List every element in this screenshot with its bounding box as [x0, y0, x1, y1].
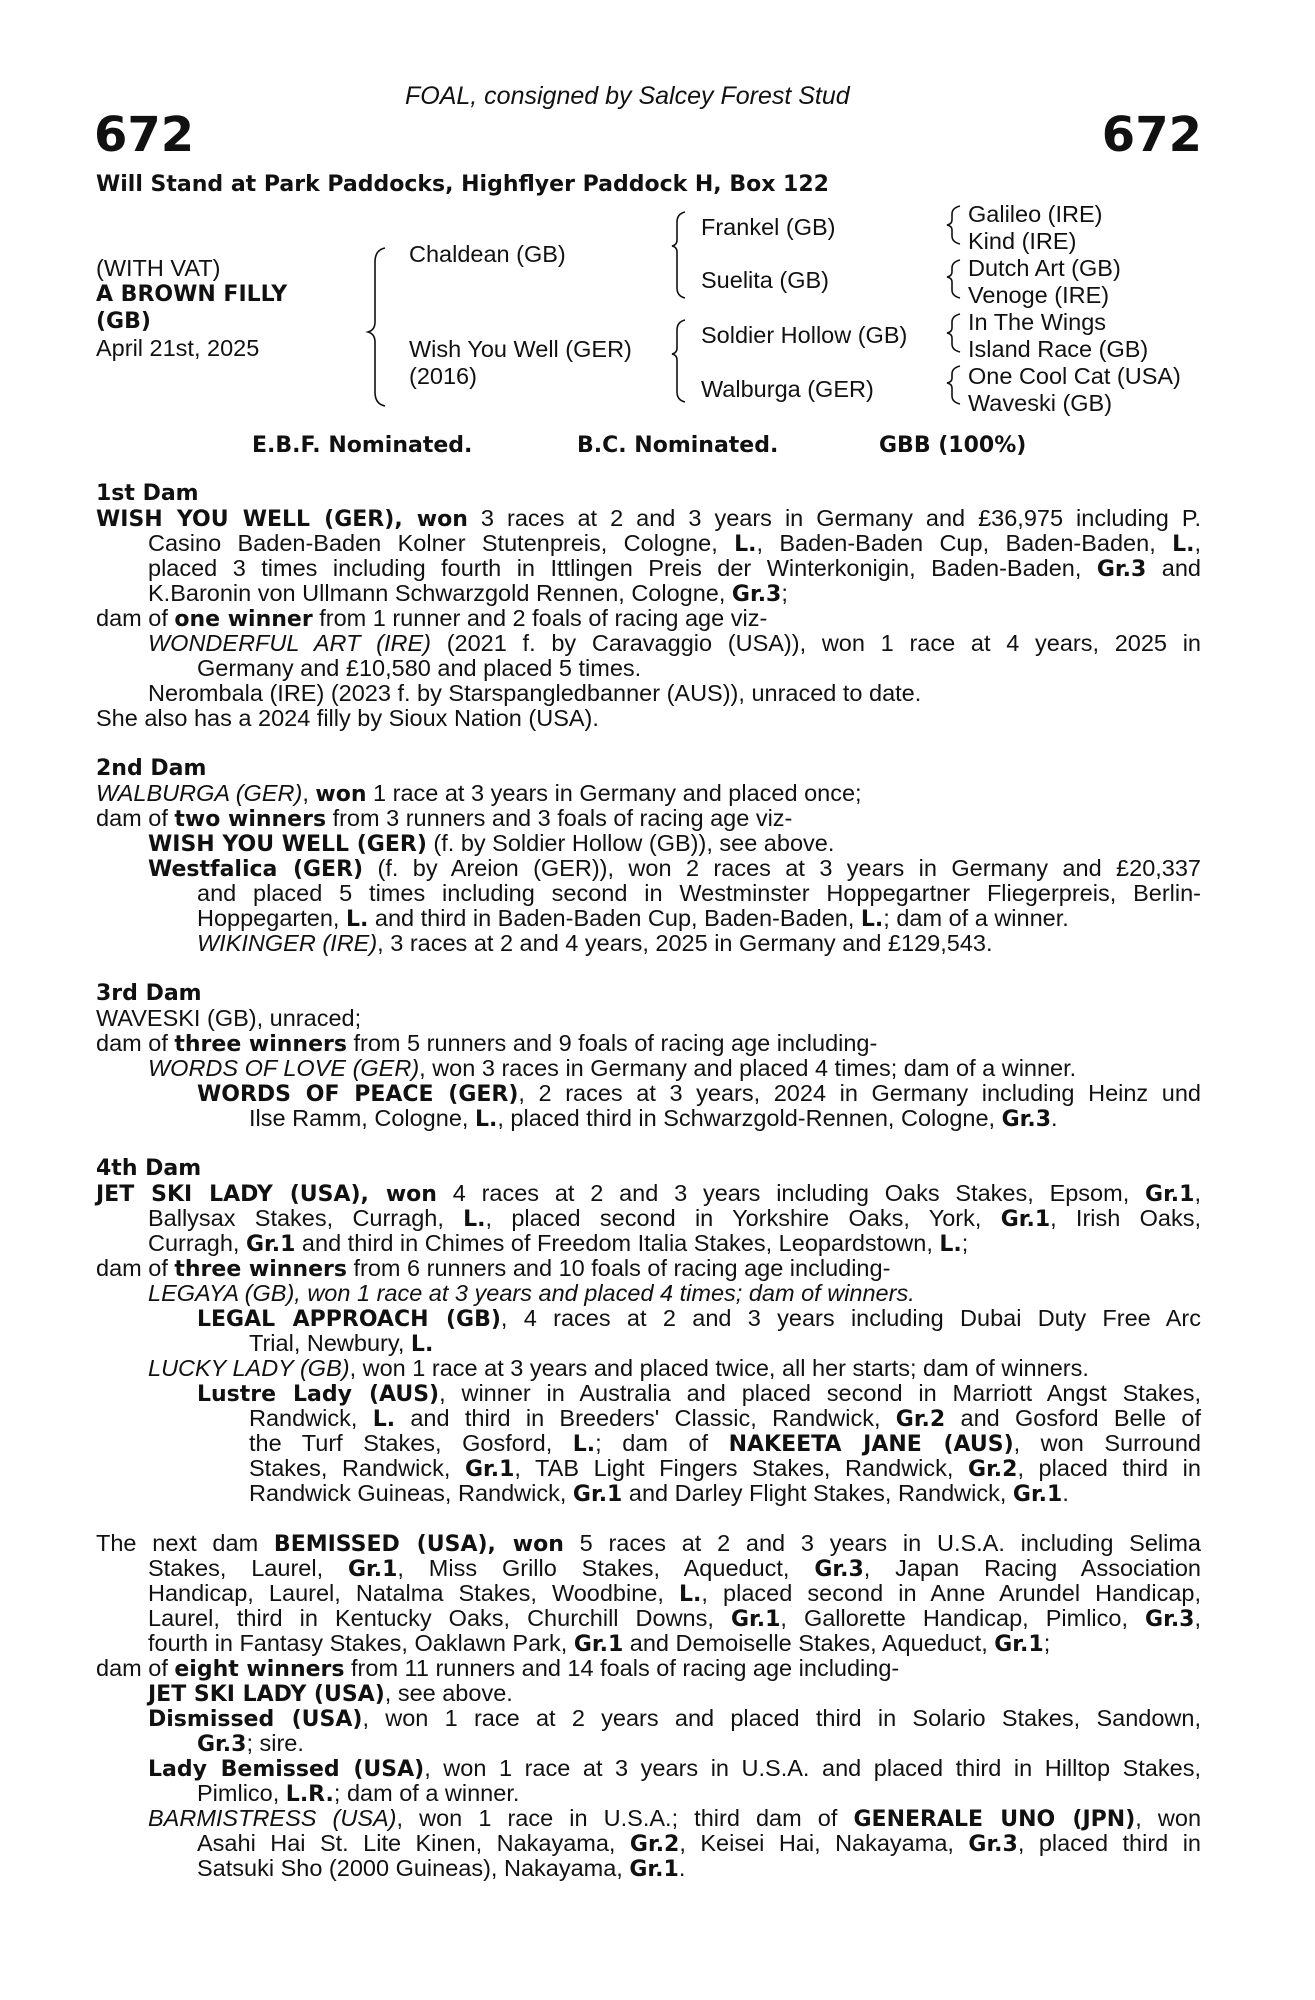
dam4-line: LEGAL APPROACH (GB), 4 races at 2 and 3 years including Dubai Duty Free Arc — [197, 1305, 1201, 1332]
pedigree-dam-sire: Soldier Hollow (GB) — [701, 322, 908, 348]
dam1-line: dam of one winner from 1 runner and 2 foals of racing age viz- — [96, 605, 768, 632]
dam3-line: Ilse Ramm, Cologne, L., placed third in Schwarzgold-Rennen, Cologne, Gr.3. — [249, 1105, 1058, 1132]
nextdam-line: JET SKI LADY (USA), see above. — [148, 1680, 513, 1707]
pedigree-dam-dam: Walburga (GER) — [701, 376, 874, 402]
pedigree-sire-dam: Suelita (GB) — [701, 267, 829, 293]
date-of-birth: April 21st, 2025 — [96, 335, 260, 361]
dam2-line: WISH YOU WELL (GER) (f. by Soldier Hollow (GB)), see above. — [148, 830, 835, 857]
brace-main — [368, 248, 385, 406]
dam2-line: Westfalica (GER) (f. by Areion (GER)), won 2 races at 3 years in Germany and £20,337 — [148, 855, 1201, 882]
pedigree-dam-year: (2016) — [409, 363, 477, 389]
nextdam-line: Laurel, third in Kentucky Oaks, Churchill Downs, Gr.1, Gallorette Handicap, Pimlico, Gr.3, — [148, 1605, 1202, 1632]
nextdam-line: fourth in Fantasy Stakes, Oaklawn Park, Gr.1 and Demoiselle Stakes, Aqueduct, Gr.1; — [148, 1630, 1051, 1657]
dam1-line: WONDERFUL ART (IRE) (2021 f. by Caravaggio (USA)), won 1 race at 4 years, 2025 in — [148, 630, 1202, 656]
dam3-line: WAVESKI (GB), unraced; — [96, 1005, 362, 1031]
pedigree-dds: One Cool Cat (USA) — [968, 363, 1181, 389]
vat-note: (WITH VAT) — [96, 255, 221, 281]
dam3-heading: 3rd Dam — [96, 981, 202, 1006]
dam4-line: Ballysax Stakes, Curragh, L., placed second in Yorkshire Oaks, York, Gr.1, Irish Oaks, — [148, 1205, 1201, 1232]
nextdam-line: Stakes, Laurel, Gr.1, Miss Grillo Stakes, Aqueduct, Gr.3, Japan Racing Association — [148, 1555, 1201, 1582]
nextdam-line: Satsuki Sho (2000 Guineas), Nakayama, Gr.1. — [197, 1855, 686, 1882]
nextdam-line: Dismissed (USA), won 1 race at 2 years and placed third in Solario Stakes, Sandown, — [148, 1705, 1201, 1732]
dam1-line: WISH YOU WELL (GER), won 3 races at 2 and 3 years in Germany and £36,975 including P. — [96, 505, 1202, 532]
dam4-line: Randwick, L. and third in Breeders' Classic, Randwick, Gr.2 and Gosford Belle of — [249, 1405, 1202, 1432]
pedigree-sds: Dutch Art (GB) — [968, 255, 1121, 281]
dam4-line: dam of three winners from 6 runners and 10 foals of racing age including- — [96, 1255, 891, 1282]
dam4-line: Stakes, Randwick, Gr.1, TAB Light Fingers Stakes, Randwick, Gr.2, placed third in — [249, 1455, 1201, 1482]
nextdam-line: Gr.3; sire. — [197, 1730, 304, 1757]
dam4-line: Randwick Guineas, Randwick, Gr.1 and Darley Flight Stakes, Randwick, Gr.1. — [249, 1480, 1069, 1507]
dam1-line: K.Baronin von Ullmann Schwarzgold Rennen, Cologne, Gr.3; — [148, 580, 788, 607]
nextdam-line: Pimlico, L.R.; dam of a winner. — [197, 1780, 520, 1807]
dam1-line: Germany and £10,580 and placed 5 times. — [197, 655, 642, 681]
lot-title-country: (GB) — [96, 309, 151, 334]
dam4-line: JET SKI LADY (USA), won 4 races at 2 and 3 years including Oaks Stakes, Epsom, Gr.1, — [96, 1180, 1201, 1207]
lot-title: A BROWN FILLY — [96, 282, 288, 307]
stand-location: Will Stand at Park Paddocks, Highflyer Paddock H, Box 122 — [96, 172, 829, 197]
dam2-line: and placed 5 times including second in Westminster Hoppegartner Fliegerpreis, Berlin- — [197, 880, 1201, 906]
nextdam-line: dam of eight winners from 11 runners and 14 foals of racing age including- — [96, 1655, 900, 1682]
bc-nomination: B.C. Nominated. — [577, 433, 779, 458]
pedigree-sire-sire: Frankel (GB) — [701, 214, 836, 240]
dam3-line: dam of three winners from 5 runners and 9 foals of racing age including- — [96, 1030, 878, 1057]
consignor-heading: FOAL, consigned by Salcey Forest Stud — [405, 82, 850, 110]
nextdam-line: Lady Bemissed (USA), won 1 race at 3 years in U.S.A. and placed third in Hilltop Stakes, — [148, 1755, 1201, 1782]
lot-number-right: 672 — [1101, 107, 1202, 163]
pedigree-sdd: Venoge (IRE) — [968, 282, 1110, 308]
dam2-line: WALBURGA (GER), won 1 race at 3 years in Germany and placed once; — [96, 780, 862, 807]
dam4-line: LEGAYA (GB), won 1 race at 3 years and placed 4 times; dam of winners. — [148, 1280, 915, 1306]
lot-number-left: 672 — [94, 107, 195, 163]
dam3-line: WORDS OF LOVE (GER), won 3 races in Germany and placed 4 times; dam of a winner. — [148, 1055, 1077, 1081]
dam2-line: Hoppegarten, L. and third in Baden-Baden Cup, Baden-Baden, L.; dam of a winner. — [197, 905, 1069, 932]
dam1-line: placed 3 times including fourth in Ittlingen Preis der Winterkonigin, Baden-Baden, Gr.3 and — [148, 555, 1201, 582]
brace-dd — [947, 366, 960, 404]
dam1-line: Nerombala (IRE) (2023 f. by Starspangledbanner (AUS)), unraced to date. — [148, 680, 922, 706]
ebf-nomination: E.B.F. Nominated. — [252, 433, 473, 458]
pedigree-ddd: Waveski (GB) — [968, 390, 1113, 416]
dam4-line: the Turf Stakes, Gosford, L.; dam of NAKEETA JANE (AUS), won Surround — [249, 1430, 1201, 1457]
brace-dam — [672, 320, 685, 402]
pedigree-dsd: Island Race (GB) — [968, 336, 1149, 362]
brace-sire — [672, 212, 685, 298]
dam2-line: dam of two winners from 3 runners and 3 foals of racing age viz- — [96, 805, 793, 832]
pedigree-dam: Wish You Well (GER) — [409, 336, 632, 362]
dam1-line: Casino Baden-Baden Kolner Stutenpreis, Cologne, L., Baden-Baden Cup, Baden-Baden, L., — [148, 530, 1202, 557]
dam4-line: Trial, Newbury, L. — [249, 1330, 434, 1357]
brace-ds — [947, 314, 960, 352]
dam4-heading: 4th Dam — [96, 1156, 202, 1181]
pedigree-sss: Galileo (IRE) — [968, 201, 1103, 227]
pedigree-ssd: Kind (IRE) — [968, 228, 1077, 254]
nextdam-line: Asahi Hai St. Lite Kinen, Nakayama, Gr.2, Keisei Hai, Nakayama, Gr.3, placed third in — [197, 1830, 1201, 1857]
dam4-line: LUCKY LADY (GB), won 1 race at 3 years and placed twice, all her starts; dam of winners. — [148, 1355, 1089, 1381]
dam4-line: Lustre Lady (AUS), winner in Australia and placed second in Marriott Angst Stakes, — [197, 1380, 1201, 1407]
dam4-line: Curragh, Gr.1 and third in Chimes of Freedom Italia Stakes, Leopardstown, L.; — [148, 1230, 969, 1257]
brace-ss — [947, 206, 960, 244]
dam2-line: WIKINGER (IRE), 3 races at 2 and 4 years, 2025 in Germany and £129,543. — [197, 930, 993, 956]
gbb-status: GBB (100%) — [879, 433, 1027, 458]
dam1-heading: 1st Dam — [96, 481, 199, 506]
dam1-line: She also has a 2024 filly by Sioux Nation (USA). — [96, 705, 599, 731]
brace-sd — [947, 260, 960, 298]
dam2-heading: 2nd Dam — [96, 756, 207, 781]
nextdam-line: Handicap, Laurel, Natalma Stakes, Woodbine, L., placed second in Anne Arundel Handicap, — [148, 1580, 1201, 1607]
nextdam-line: BARMISTRESS (USA), won 1 race in U.S.A.; third dam of GENERALE UNO (JPN), won — [148, 1805, 1202, 1832]
dam3-line: WORDS OF PEACE (GER), 2 races at 3 years, 2024 in Germany including Heinz und — [197, 1080, 1201, 1107]
pedigree-sire: Chaldean (GB) — [409, 241, 566, 267]
pedigree-dss: In The Wings — [968, 309, 1107, 335]
nextdam-line: The next dam BEMISSED (USA), won 5 races at 2 and 3 years in U.S.A. including Selima — [96, 1530, 1202, 1557]
